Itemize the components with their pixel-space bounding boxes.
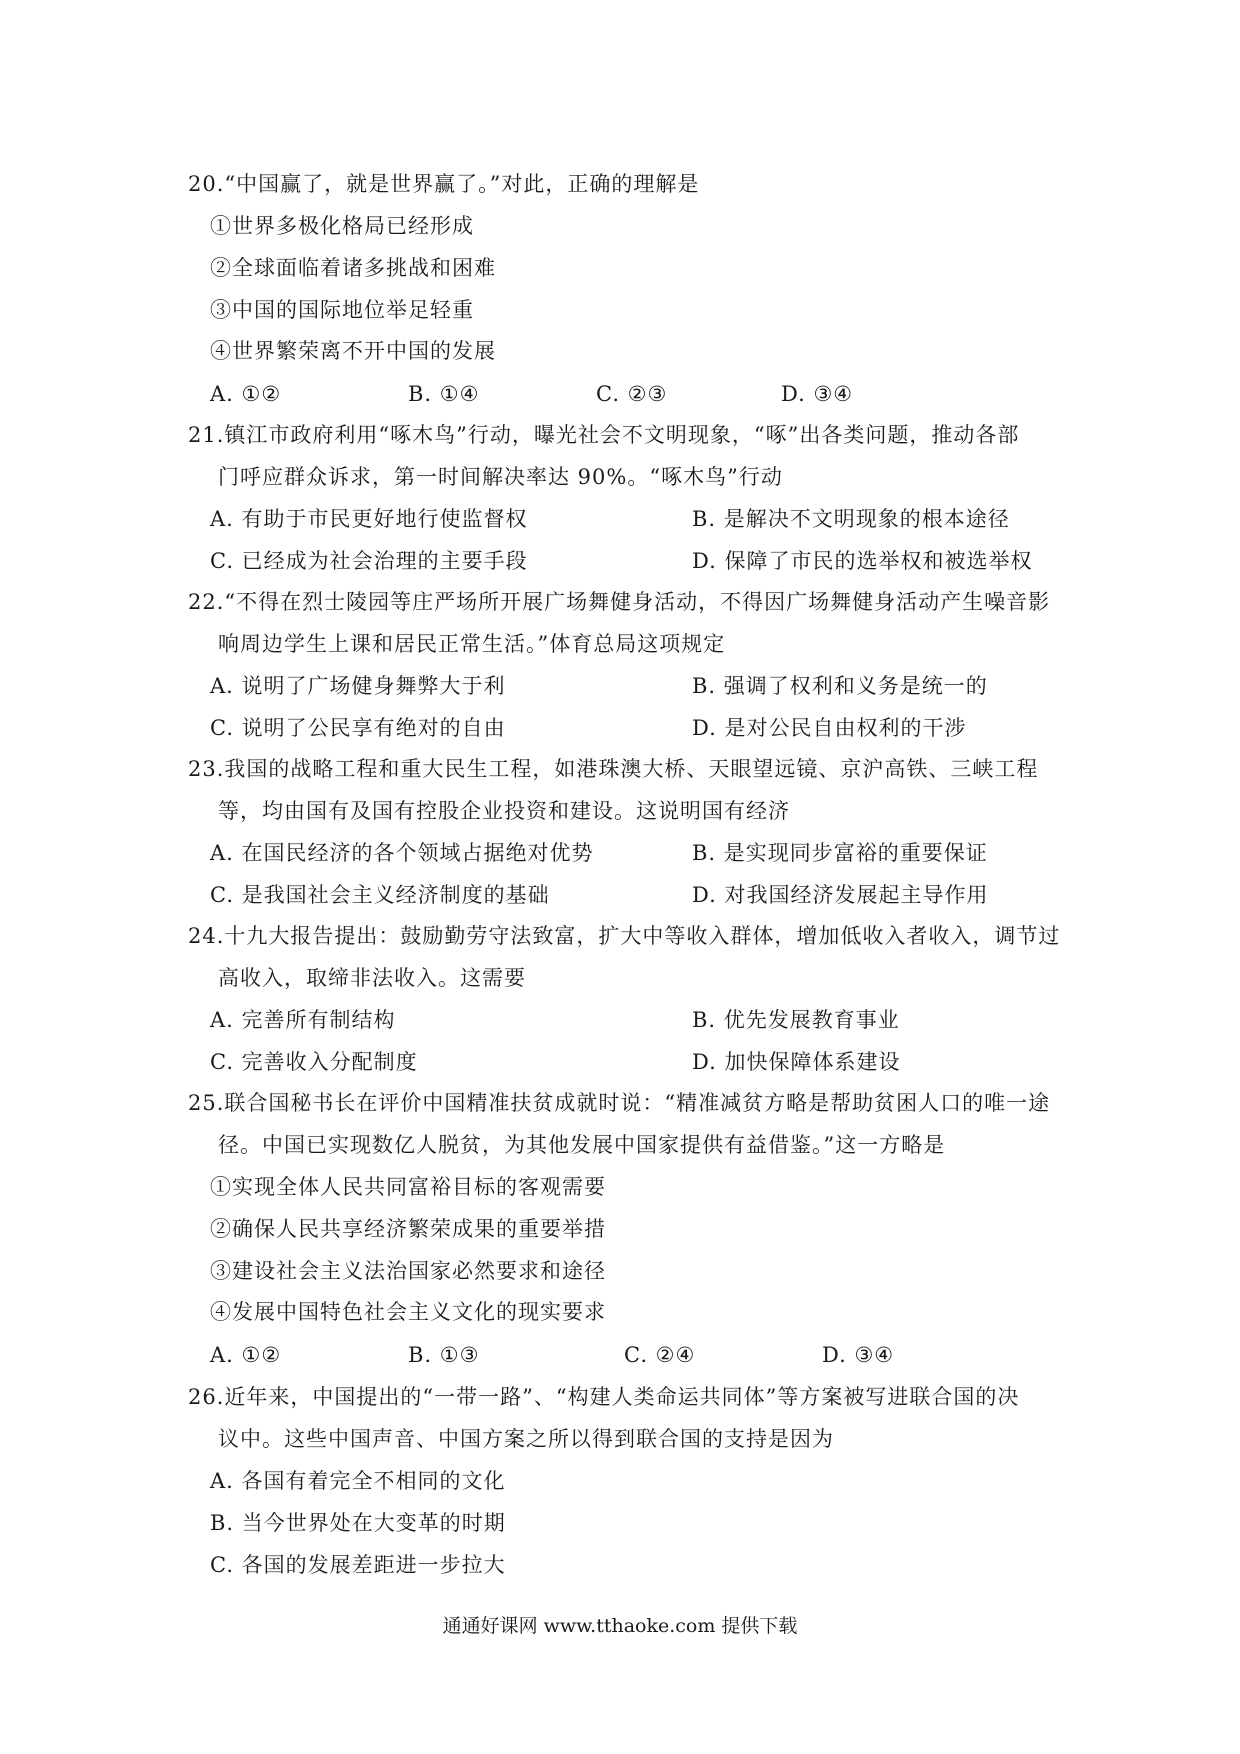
q20-option-d: D. ③④ [781, 382, 854, 406]
q20-statement-1: ①世界多极化格局已经形成 [210, 214, 474, 238]
q22-stem-line-1: 22.“不得在烈士陵园等庄严场所开展广场舞健身活动，不得因广场舞健身活动产生噪音影 [188, 590, 1051, 614]
q25-stem-line-1: 25.联合国秘书长在评价中国精准扶贫成就时说：“精准减贫方略是帮助贫困人口的唯一途 [188, 1091, 1051, 1115]
q20-statement-3: ③中国的国际地位举足轻重 [210, 298, 474, 322]
q25-option-c: C. ②④ [624, 1343, 696, 1367]
q25-statement-3: ③建设社会主义法治国家必然要求和途径 [210, 1259, 606, 1283]
q24-option-d: D. 加快保障体系建设 [692, 1050, 901, 1074]
q20-stem-line-1: 20.“中国赢了，就是世界赢了。”对此，正确的理解是 [188, 172, 700, 196]
page-footer: 通通好课网 www.tthaoke.com 提供下载 [442, 1615, 798, 1637]
q23-option-c: C. 是我国社会主义经济制度的基础 [210, 883, 550, 907]
q26-option-b: B. 当今世界处在大变革的时期 [210, 1511, 506, 1535]
q23-option-b: B. 是实现同步富裕的重要保证 [692, 841, 988, 865]
q21-option-a: A. 有助于市民更好地行使监督权 [210, 507, 528, 531]
q25-statement-2: ②确保人民共享经济繁荣成果的重要举措 [210, 1217, 606, 1241]
q20-option-a: A. ①② [210, 382, 282, 406]
q21-option-c: C. 已经成为社会治理的主要手段 [210, 549, 528, 573]
q23-option-a: A. 在国民经济的各个领域占据绝对优势 [210, 841, 594, 865]
q22-option-a: A. 说明了广场健身舞弊大于利 [210, 674, 506, 698]
q24-stem-line-1: 24.十九大报告提出：鼓励勤劳守法致富，扩大中等收入群体，增加低收入者收入，调节过 [188, 924, 1061, 948]
q25-option-b: B. ①③ [408, 1343, 480, 1367]
q26-option-a: A. 各国有着完全不相同的文化 [210, 1469, 506, 1493]
q20-statement-2: ②全球面临着诸多挑战和困难 [210, 256, 496, 280]
q23-option-d: D. 对我国经济发展起主导作用 [692, 883, 989, 907]
q24-option-a: A. 完善所有制结构 [210, 1008, 396, 1032]
q25-stem-line-2: 径。中国已实现数亿人脱贫，为其他发展中国家提供有益借鉴。”这一方略是 [218, 1133, 946, 1157]
q26-stem-line-1: 26.近年来，中国提出的“一带一路”、“构建人类命运共同体”等方案被写进联合国的决 [188, 1385, 1020, 1409]
q23-stem-line-2: 等，均由国有及国有控股企业投资和建设。这说明国有经济 [218, 799, 790, 823]
q25-option-a: A. ①② [210, 1343, 282, 1367]
q23-stem-line-1: 23.我国的战略工程和重大民生工程，如港珠澳大桥、天眼望远镜、京沪高铁、三峡工程 [188, 757, 1039, 781]
q20-option-b: B. ①④ [408, 382, 480, 406]
q26-stem-line-2: 议中。这些中国声音、中国方案之所以得到联合国的支持是因为 [218, 1427, 834, 1451]
q22-option-d: D. 是对公民自由权利的干涉 [692, 716, 967, 740]
q25-statement-1: ①实现全体人民共同富裕目标的客观需要 [210, 1175, 606, 1199]
q25-option-d: D. ③④ [822, 1343, 895, 1367]
q21-stem-line-1: 21.镇江市政府利用“啄木鸟”行动，曝光社会不文明现象，“啄”出各类问题，推动各部 [188, 423, 1020, 447]
q24-stem-line-2: 高收入，取缔非法收入。这需要 [218, 966, 526, 990]
q21-option-b: B. 是解决不文明现象的根本途径 [692, 507, 1010, 531]
q22-option-c: C. 说明了公民享有绝对的自由 [210, 716, 506, 740]
q26-option-c: C. 各国的发展差距进一步拉大 [210, 1553, 506, 1577]
q24-option-c: C. 完善收入分配制度 [210, 1050, 418, 1074]
q20-statement-4: ④世界繁荣离不开中国的发展 [210, 339, 496, 363]
q22-option-b: B. 强调了权利和义务是统一的 [692, 674, 988, 698]
q21-stem-line-2: 门呼应群众诉求，第一时间解决率达 90%。“啄木鸟”行动 [218, 465, 783, 489]
q22-stem-line-2: 响周边学生上课和居民正常生活。”体育总局这项规定 [218, 632, 726, 656]
q21-option-d: D. 保障了市民的选举权和被选举权 [692, 549, 1033, 573]
q20-option-c: C. ②③ [596, 382, 668, 406]
q24-option-b: B. 优先发展教育事业 [692, 1008, 900, 1032]
q25-statement-4: ④发展中国特色社会主义文化的现实要求 [210, 1300, 606, 1324]
